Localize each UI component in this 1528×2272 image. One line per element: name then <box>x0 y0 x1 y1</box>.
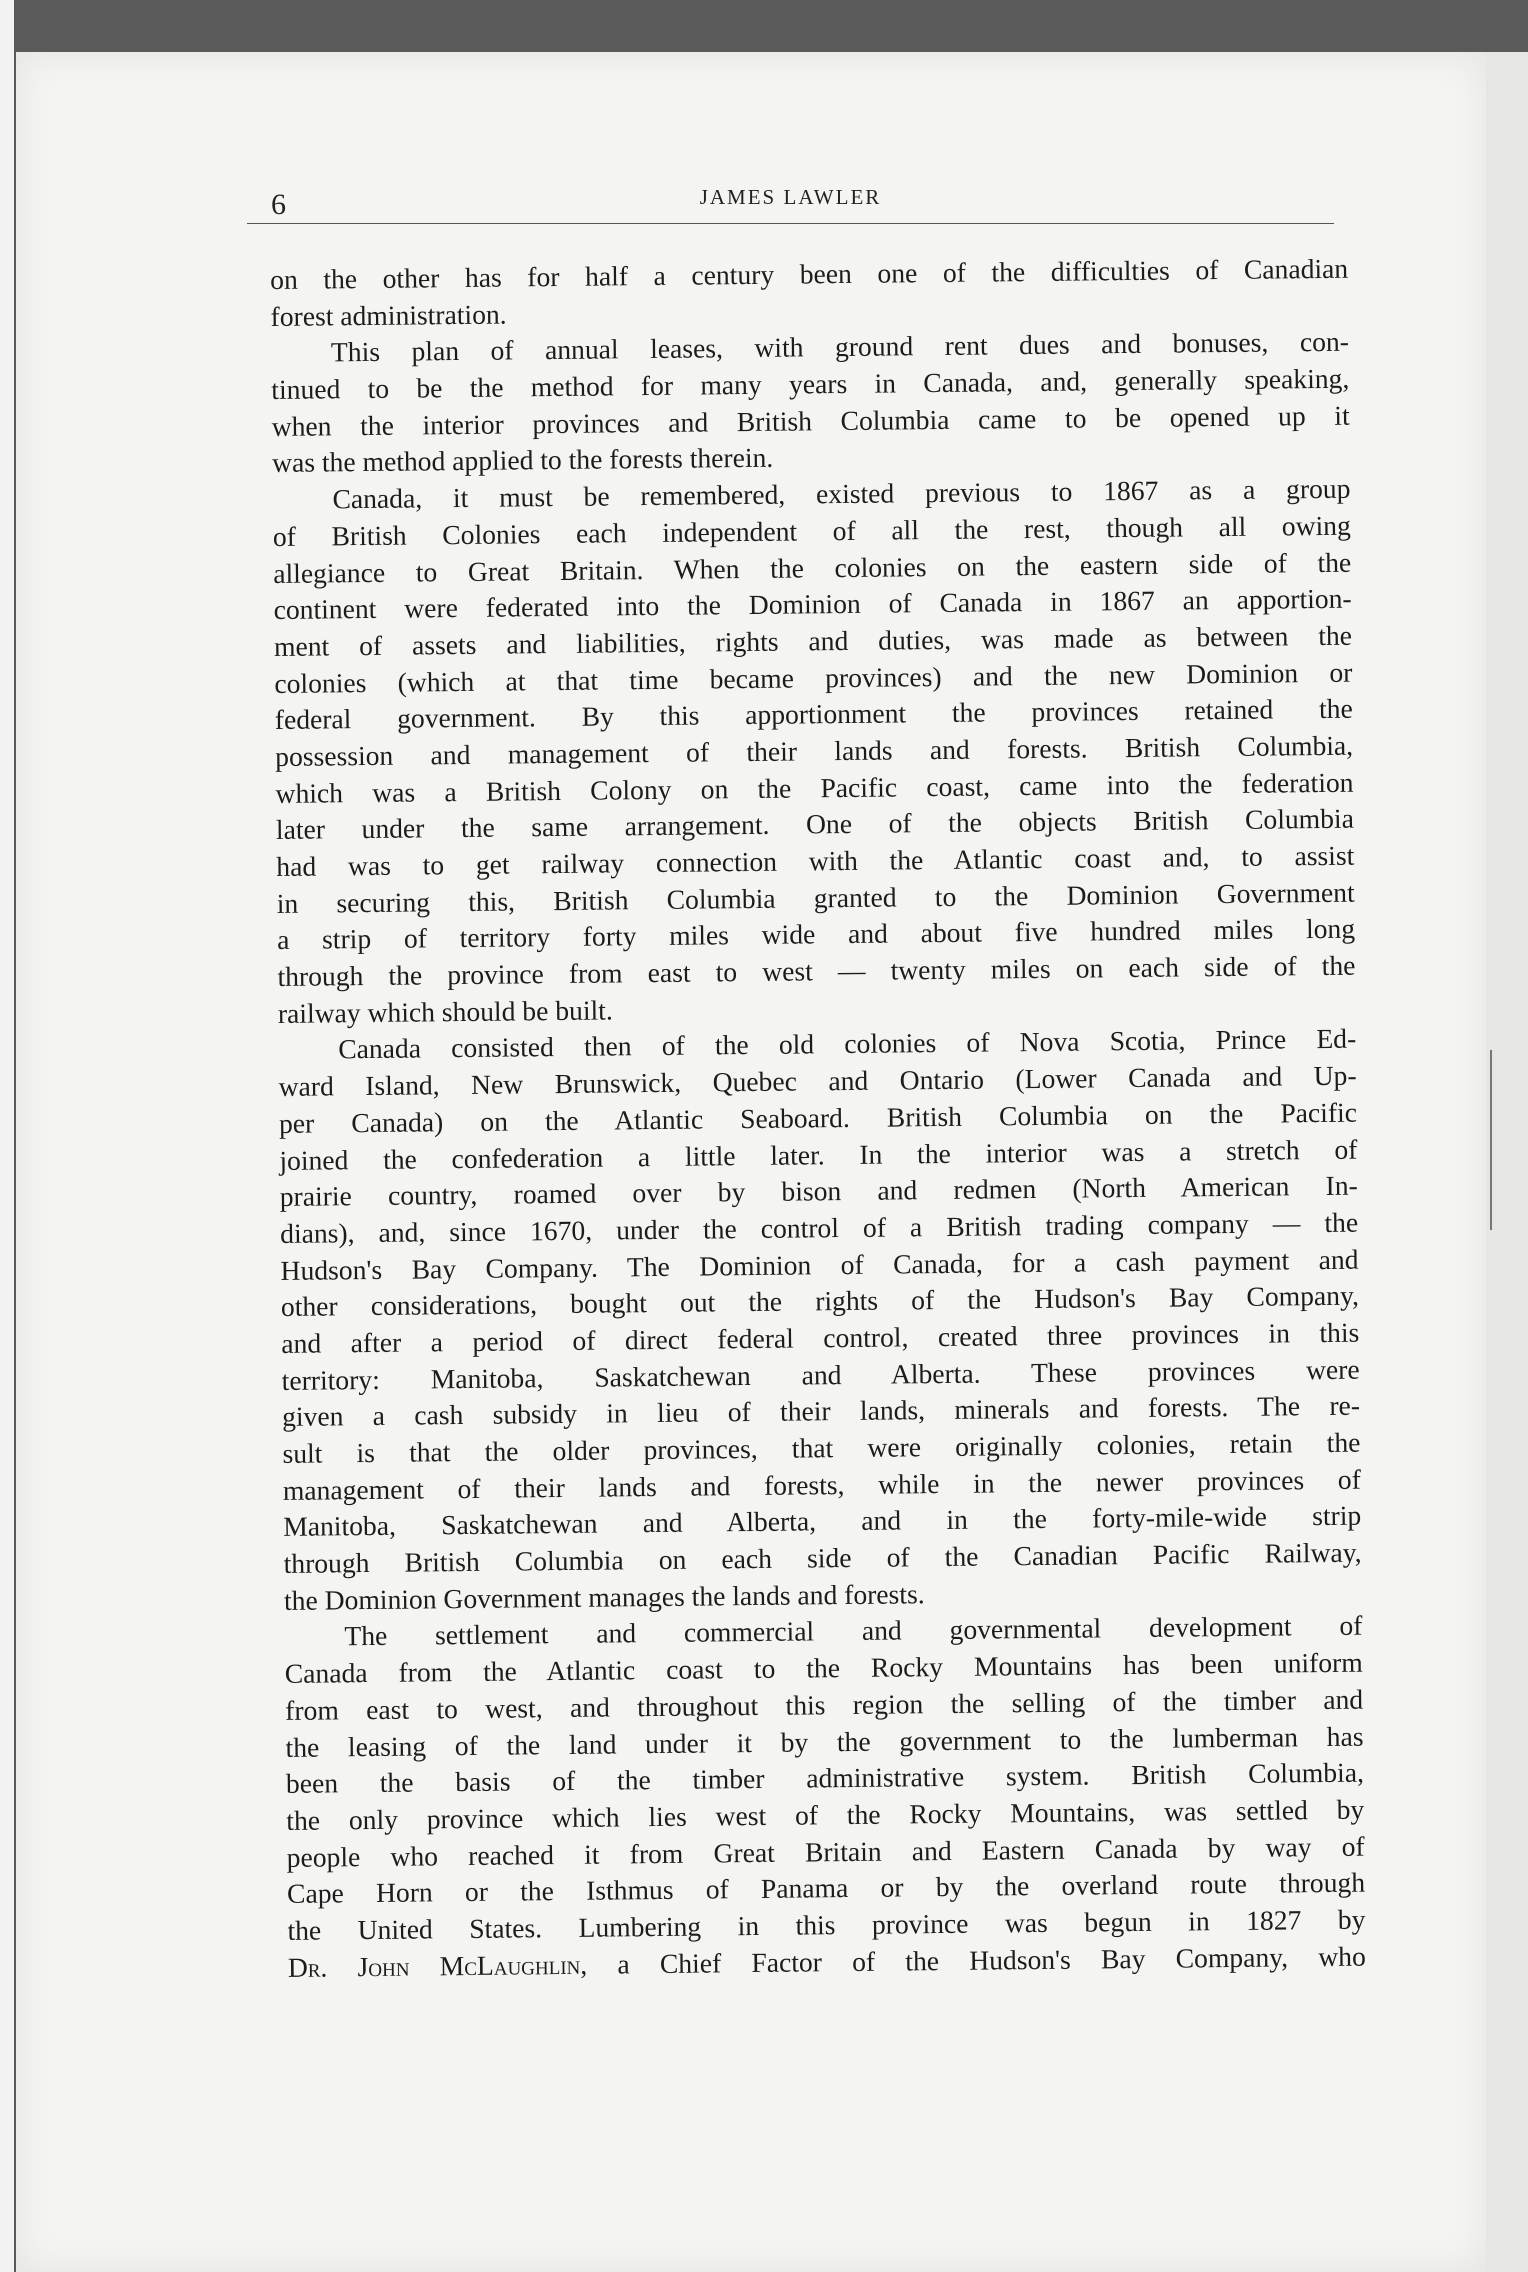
text-line: ward Island, New Brunswick, Quebec and Ontario (Lower Canada and Up- <box>278 1059 1357 1103</box>
text-line: territory: Manitoba, Saskatchewan and Alberta. These provinces were <box>281 1353 1360 1396</box>
text-line: Hudson's Bay Company. The Dominion of Canada, for a cash payment and <box>280 1243 1359 1286</box>
text-line: later under the same arrangement. One of the objects British Columbia <box>275 802 1355 846</box>
text-line: people who reached it from Great Britain and Eastern Canada by way of <box>286 1830 1365 1873</box>
text-line: given a cash subsidy in lieu of their lands, minerals and forests. The re- <box>281 1389 1361 1433</box>
text-line: been the basis of the timber administrative system. British Columbia, <box>285 1756 1365 1800</box>
text-line: joined the confederation a little later. In the interior was a stretch of <box>279 1133 1358 1176</box>
text-line: of British Colonies each independent of all the rest, though all owing <box>272 509 1351 552</box>
text-line: the leasing of the land under it by the government to the lumberman has <box>285 1720 1364 1763</box>
text-line: Canada, it must be remembered, existed previous to 1867 as a group <box>332 472 1351 515</box>
page-fore-edge <box>1486 52 1528 2272</box>
scan-left-margin <box>0 0 14 2272</box>
text-line: Manitoba, Saskatchewan and Alberta, and in the forty-mile-wide strip <box>283 1500 1362 1543</box>
final-line-rest: , a Chief Factor of the Hudson's Bay Company, who <box>580 1940 1366 1980</box>
text-line: continent were federated into the Dominion of Canada in 1867 an apportion- <box>273 582 1352 626</box>
text-line: other considerations, bought out the rights of the Hudson's Bay Company, <box>280 1279 1360 1323</box>
text-line: prairie country, roamed over by bison and redmen (North American In- <box>279 1169 1358 1213</box>
text-line: had was to get railway connection with the Atlantic coast and, to assist <box>276 839 1355 882</box>
text-line: the only province which lies west of the Rocky Mountains, was settled by <box>286 1793 1365 1836</box>
text-line: Canada from the Atlantic coast to the Rocky Mountains has been uniform <box>284 1646 1363 1690</box>
text-line: colonies (which at that time became provinces) and the new Dominion or <box>274 656 1353 699</box>
body-text <box>270 251 1366 1987</box>
text-line: the United States. Lumbering in this province was begun in 1827 by <box>287 1903 1366 1946</box>
text-line: The settlement and commercial and governmental development of <box>344 1610 1363 1652</box>
text-line: which was a British Colony on the Pacific coast, came into the federation <box>275 766 1354 809</box>
text-line: through British Columbia on each side of the Canadian Pacific Railway, <box>283 1536 1362 1579</box>
text-line: a strip of territory forty miles wide and about five hundred miles long <box>276 913 1356 956</box>
text-line: Cape Horn or the Isthmus of Panama or by the overland route through <box>286 1866 1366 1910</box>
text-line: dians), and, since 1670, under the control of a British trading company — the <box>280 1206 1359 1249</box>
text-line: and after a period of direct federal control, created three provinces in this <box>281 1316 1360 1359</box>
text-line: federal government. By this apportionment the provinces retained the <box>274 692 1353 736</box>
text-line: This plan of annual leases, with ground rent dues and bonuses, con- <box>330 326 1350 368</box>
person-name: Dr. John McLaughlin <box>287 1948 581 1983</box>
text-line: was the method applied to the forests therein. <box>271 442 774 479</box>
text-line: Canada consisted then of the old colonies of Nova Scotia, Prince Ed- <box>338 1023 1357 1065</box>
text-line: sult is that the older provinces, that were originally colonies, retain the <box>282 1426 1361 1469</box>
text-line: from east to west, and throughout this region the selling of the timber and <box>285 1683 1364 1726</box>
text-line: railway which should be built. <box>277 994 613 1029</box>
text-line: possession and management of their lands and forests. British Columbia, <box>275 729 1354 772</box>
text-line: on the other has for half a century been one of the difficulties of Canadian <box>270 252 1349 295</box>
edge-mark <box>1490 1050 1492 1230</box>
text-line: through the province from east to west — twenty miles on each side of the <box>277 949 1356 993</box>
text-line: in securing this, British Columbia granted to the Dominion Government <box>276 876 1355 919</box>
text-line: tinued to be the method for many years in Canada, and, generally speaking, <box>271 362 1350 406</box>
running-head: JAMES LAWLER <box>699 185 882 209</box>
text-line: ment of assets and liabilities, rights and duties, was made as between the <box>273 619 1353 662</box>
text-line: per Canada) on the Atlantic Seaboard. British Columbia on the Pacific <box>278 1096 1358 1139</box>
text-line: management of their lands and forests, while in the newer provinces of <box>282 1463 1361 1506</box>
text-line: allegiance to Great Britain. When the colonies on the eastern side of the <box>273 546 1352 589</box>
text-line: when the interior provinces and British Columbia came to be opened up it <box>271 399 1350 442</box>
page-header <box>247 133 1334 224</box>
page-number: 6 <box>271 188 286 221</box>
text-line: forest administration. <box>270 298 507 332</box>
text-line: the Dominion Government manages the lands and forests. <box>283 1577 925 1616</box>
